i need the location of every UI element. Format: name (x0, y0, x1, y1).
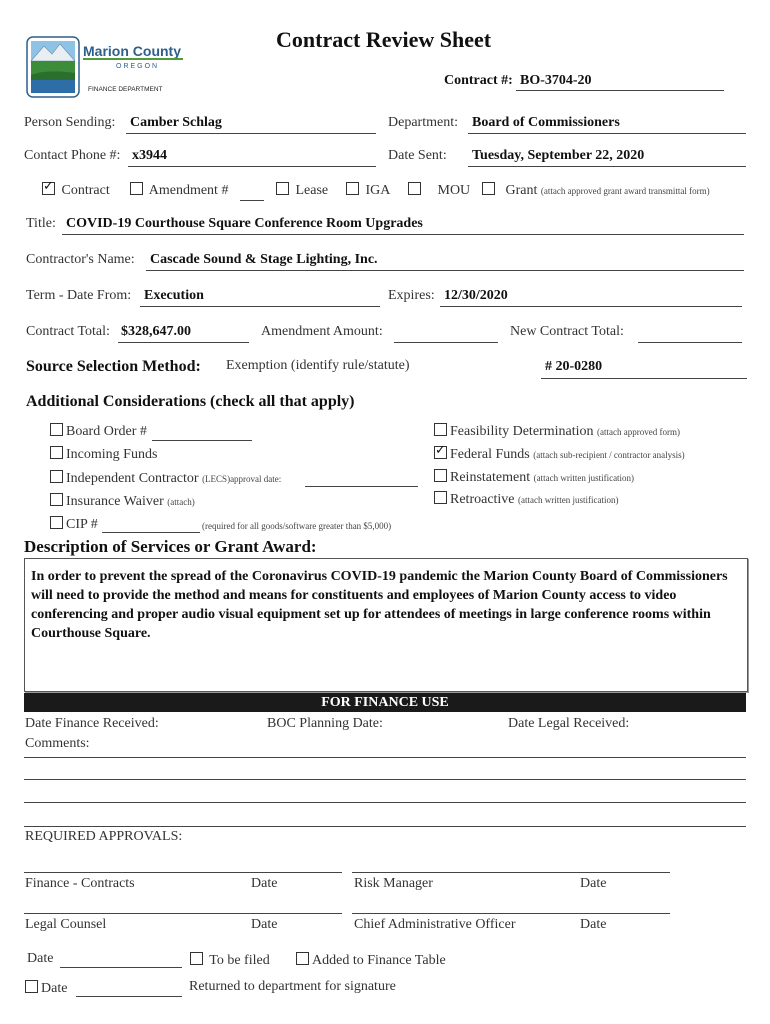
to-be-filed-checkbox[interactable] (190, 952, 203, 965)
federal-funds-note: (attach sub-recipient / contractor analysis) (533, 450, 685, 460)
comments-label: Comments: (25, 736, 90, 751)
reinstatement-checkbox[interactable] (434, 469, 447, 482)
approval-date-label: approval date: (230, 474, 282, 484)
type-grant-checkbox[interactable] (482, 182, 495, 195)
person-sending-label: Person Sending: (24, 115, 116, 130)
title-label: Title: (26, 216, 56, 231)
department-label: Department: (388, 115, 458, 130)
contractor-label: Contractor's Name: (26, 252, 135, 267)
approval-date-line[interactable] (305, 486, 418, 487)
feasibility-item[interactable] (434, 423, 680, 440)
footer-date2-checkbox[interactable] (25, 980, 38, 993)
risk-manager-label: Risk Manager (354, 876, 433, 891)
insurance-waiver-checkbox[interactable] (50, 493, 63, 506)
expires-line (440, 306, 742, 307)
logo-state: OREGON (116, 63, 160, 70)
considerations-heading: Additional Considerations (check all that apply) (26, 393, 355, 410)
retroactive-item[interactable] (434, 491, 619, 508)
type-mou[interactable] (408, 182, 470, 199)
new-contract-total-line[interactable] (638, 342, 742, 343)
federal-funds-item[interactable] (434, 446, 685, 463)
type-iga[interactable] (346, 182, 390, 199)
to-be-filed-item[interactable] (190, 952, 270, 969)
department-line (468, 133, 746, 134)
cip-label: CIP # (66, 517, 98, 532)
footer-date-label: Date (27, 951, 54, 966)
reinstatement-label: Reinstatement (450, 470, 531, 485)
feasibility-checkbox[interactable] (434, 423, 447, 436)
retroactive-label: Retroactive (450, 492, 515, 507)
footer-date2-line[interactable] (76, 996, 182, 997)
contractor-value[interactable]: Cascade Sound & Stage Lighting, Inc. (150, 252, 378, 267)
amendment-number-line (240, 200, 264, 201)
finance-contracts-sig-line[interactable] (24, 872, 342, 873)
person-sending-value[interactable]: Camber Schlag (130, 115, 222, 130)
logo-name: Marion County (83, 43, 181, 59)
type-contract-checkbox[interactable] (42, 182, 55, 195)
type-amendment-label: Amendment # (148, 183, 229, 198)
department-value[interactable]: Board of Commissioners (472, 115, 620, 130)
logo-department: FINANCE DEPARTMENT (88, 86, 163, 93)
reinstatement-note: (attach written justification) (533, 473, 635, 483)
type-iga-label: IGA (365, 183, 391, 198)
footer-date-line[interactable] (60, 967, 182, 968)
date-finance-received-label: Date Finance Received: (25, 716, 159, 731)
date-legal-received-label: Date Legal Received: (508, 716, 630, 731)
cip-note: (required for all goods/software greater than $5,000) (202, 521, 392, 531)
required-approvals-heading: REQUIRED APPROVALS: (25, 829, 183, 844)
legal-counsel-date-label: Date (251, 917, 278, 932)
new-contract-total-label: New Contract Total: (510, 324, 624, 339)
type-grant[interactable] (482, 182, 710, 199)
footer-date2-label: Date (41, 981, 68, 996)
expires-label: Expires: (388, 288, 435, 303)
finance-contracts-date-label: Date (251, 876, 278, 891)
federal-funds-label: Federal Funds (450, 447, 530, 462)
type-contract[interactable] (42, 182, 110, 199)
cao-label: Chief Administrative Officer (354, 917, 516, 932)
contractor-line (146, 270, 744, 271)
type-mou-label: MOU (437, 183, 471, 198)
marion-county-logo (26, 36, 186, 98)
title-value[interactable]: COVID-19 Courthouse Square Conference Room Upgrades (66, 216, 423, 231)
description-heading: Description of Services or Grant Award: (24, 537, 317, 556)
added-to-finance-table-checkbox[interactable] (296, 952, 309, 965)
cao-date-label: Date (580, 917, 607, 932)
comments-line-2[interactable] (24, 779, 746, 780)
to-be-filed-label: To be filed (209, 953, 270, 968)
type-amendment-checkbox[interactable] (130, 182, 143, 195)
page-title: Contract Review Sheet (276, 27, 492, 52)
retroactive-note: (attach written justification) (518, 495, 619, 505)
feasibility-note: (attach approved form) (596, 427, 680, 437)
incoming-funds-label: Incoming Funds (66, 447, 158, 462)
date-sent-label: Date Sent: (388, 148, 447, 163)
date-sent-line (468, 166, 746, 167)
description-box[interactable] (24, 558, 748, 692)
expires-value[interactable]: 12/30/2020 (444, 288, 508, 303)
lecs-note: (LECS) (202, 474, 231, 484)
incoming-funds-item[interactable] (50, 446, 157, 463)
contract-number-label: Contract #: (444, 73, 513, 88)
type-lease[interactable] (276, 182, 328, 199)
returned-label: Returned to department for signature (189, 979, 396, 994)
type-lease-label: Lease (295, 183, 329, 198)
footer-date2-item[interactable] (25, 980, 67, 997)
added-to-finance-table-label: Added to Finance Table (312, 953, 446, 968)
risk-manager-sig-line[interactable] (352, 872, 670, 873)
type-contract-label: Contract (61, 183, 110, 198)
source-selection-number[interactable]: # 20-0280 (545, 359, 603, 374)
feasibility-label: Feasibility Determination (450, 424, 594, 439)
cao-sig-line[interactable] (352, 913, 670, 914)
legal-counsel-label: Legal Counsel (25, 917, 107, 932)
insurance-waiver-label: Insurance Waiver (66, 494, 164, 509)
type-lease-checkbox[interactable] (276, 182, 289, 195)
cip-item[interactable] (50, 516, 98, 533)
contract-number: BO-3704-20 (520, 73, 592, 88)
federal-funds-checkbox[interactable] (434, 446, 447, 459)
independent-contractor-label: Independent Contractor (66, 471, 199, 486)
type-amendment[interactable] (130, 182, 228, 199)
source-number-line (541, 378, 747, 379)
boc-planning-date-label: BOC Planning Date: (267, 716, 383, 731)
finance-use-banner: FOR FINANCE USE (24, 693, 746, 712)
comments-line-4[interactable] (24, 826, 746, 827)
date-sent-value[interactable]: Tuesday, September 22, 2020 (472, 148, 645, 163)
reinstatement-item[interactable] (434, 469, 634, 486)
retroactive-checkbox[interactable] (434, 491, 447, 504)
person-sending-line (126, 133, 376, 134)
type-grant-label: Grant (505, 183, 538, 198)
contract-number-line (516, 90, 724, 91)
type-iga-checkbox[interactable] (346, 182, 359, 195)
source-selection-label: Source Selection Method: (26, 358, 201, 375)
comments-line-1[interactable] (24, 757, 746, 758)
comments-line-3[interactable] (24, 802, 746, 803)
board-order-checkbox[interactable] (50, 423, 63, 436)
contract-total-label: Contract Total: (26, 324, 110, 339)
cip-checkbox[interactable] (50, 516, 63, 529)
contact-phone-line (128, 166, 376, 167)
insurance-waiver-item[interactable] (50, 493, 195, 510)
term-from-line (140, 306, 380, 307)
contract-total-value[interactable]: $328,647.00 (121, 324, 191, 339)
term-from-value[interactable]: Execution (144, 288, 204, 303)
amendment-amount-line[interactable] (394, 342, 498, 343)
amendment-amount-label: Amendment Amount: (261, 324, 383, 339)
cip-line[interactable] (102, 532, 200, 533)
contract-total-line (118, 342, 249, 343)
type-grant-note: (attach approved grant award transmittal form) (540, 186, 710, 196)
contact-phone-value[interactable]: x3944 (132, 148, 167, 163)
incoming-funds-checkbox[interactable] (50, 446, 63, 459)
independent-contractor-item[interactable] (50, 470, 281, 487)
board-order-item[interactable] (50, 423, 147, 440)
type-mou-checkbox[interactable] (408, 182, 421, 195)
added-to-finance-table-item[interactable] (296, 952, 446, 969)
description-text: In order to prevent the spread of the Coronavirus COVID-19 pandemic the Marion County Board of Commissioners will need to provide the method and means for constituents and employees of Marion County access to video conferencing and proper audio visual equipment set up for attendees of meetings in large conference rooms within Courthouse Square. (31, 569, 728, 641)
term-label: Term - Date From: (26, 288, 132, 303)
title-line (62, 234, 744, 235)
board-order-line[interactable] (152, 440, 252, 441)
legal-counsel-sig-line[interactable] (24, 913, 342, 914)
finance-contracts-label: Finance - Contracts (25, 876, 135, 891)
independent-contractor-checkbox[interactable] (50, 470, 63, 483)
insurance-waiver-note: (attach) (167, 497, 195, 507)
contact-phone-label: Contact Phone #: (24, 148, 121, 163)
source-selection-method[interactable]: Exemption (identify rule/statute) (226, 358, 410, 373)
risk-manager-date-label: Date (580, 876, 607, 891)
board-order-label: Board Order # (66, 424, 147, 439)
